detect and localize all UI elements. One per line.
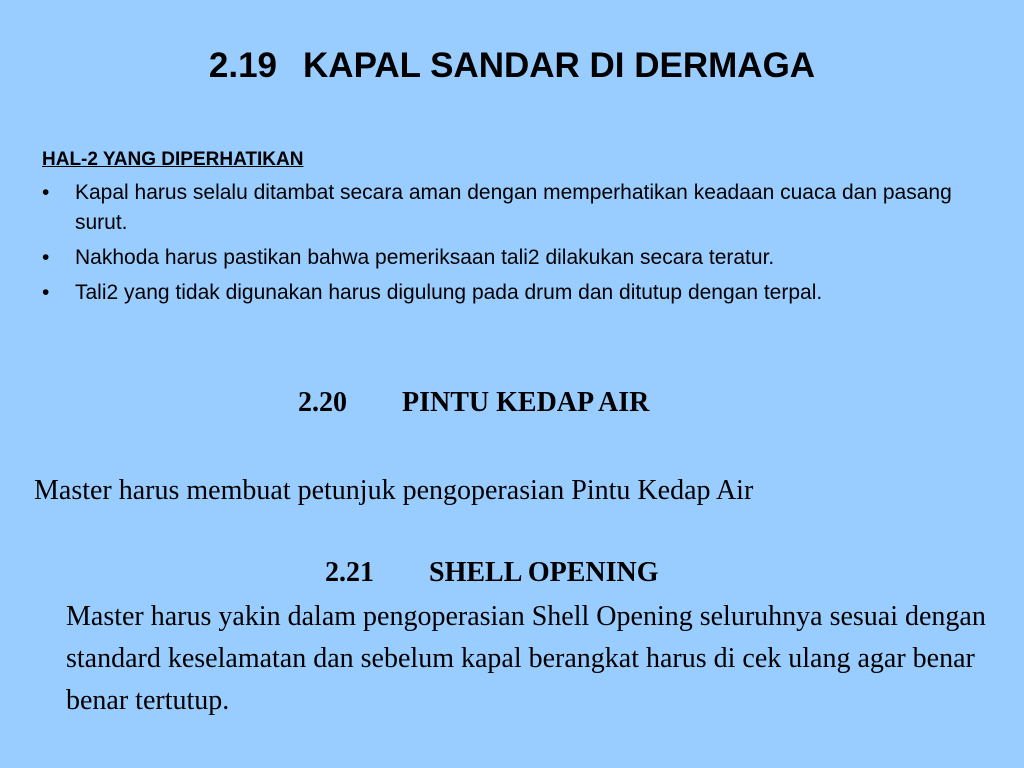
- section-221-title: SHELL OPENING: [429, 557, 659, 588]
- list-item: [42, 243, 1002, 273]
- section-220-title: PINTU KEDAP AIR: [402, 387, 650, 418]
- section-221-number: 2.21: [325, 557, 374, 588]
- section-221-heading: [325, 556, 659, 590]
- bullet-icon: •: [42, 246, 50, 269]
- slide-title: [0, 44, 1024, 88]
- bullet-text: Tali2 yang tidak digunakan harus digulung pada drum dan ditutup dengan terpal.: [75, 281, 823, 304]
- subheading: HAL-2 YANG DIPERHATIKAN: [42, 149, 304, 170]
- section-219-body: [42, 146, 1002, 313]
- bullet-text: Nakhoda harus pastikan bahwa pemeriksaan tali2 dilakukan secara teratur.: [75, 246, 775, 269]
- section-220-number: 2.20: [298, 387, 347, 418]
- title-text: KAPAL SANDAR DI DERMAGA: [303, 46, 816, 85]
- bullet-icon: •: [42, 181, 50, 204]
- bullet-text: Kapal harus selalu ditambat secara aman dengan memperhatikan keadaan cuaca dan pasang surut.: [75, 181, 952, 234]
- section-220-heading: [298, 386, 649, 420]
- list-item: [42, 278, 1002, 308]
- list-item: [42, 178, 1002, 238]
- section-220-text: Master harus membuat petunjuk pengoperasian Pintu Kedap Air: [34, 475, 754, 506]
- bullet-icon: •: [42, 281, 50, 304]
- section-221-text: Master harus yakin dalam pengoperasian Shell Opening seluruhnya sesuai dengan standard keselamatan dan sebelum kapal berangkat harus di cek ulang agar benar benar tertutup.: [66, 601, 986, 716]
- bullet-list: [42, 178, 1002, 308]
- title-number: 2.19: [208, 46, 278, 85]
